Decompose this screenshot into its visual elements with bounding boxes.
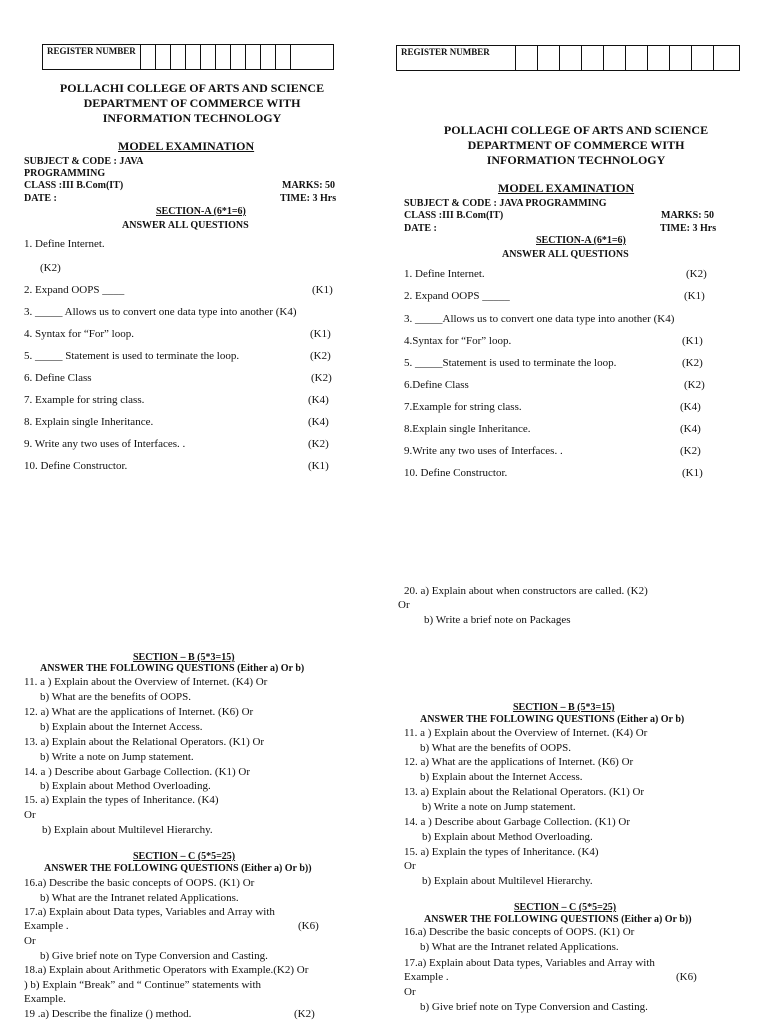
question-7: 7.Example for string class. [404, 401, 522, 413]
section-c-heading: SECTION – C (5*5=25) [133, 851, 236, 862]
department-line-1: DEPARTMENT OF COMMERCE WITH [83, 96, 301, 110]
register-digit-box[interactable] [560, 46, 582, 70]
question-4-level: (K1) [682, 335, 703, 347]
question-8-level: (K4) [308, 416, 329, 428]
question-6: 6.Define Class [404, 379, 469, 391]
question-18b: ) b) Explain “Break” and “ Continue” statements with [24, 979, 262, 991]
register-digit-box[interactable] [692, 46, 714, 70]
question-16b: b) What are the Intranet related Applications. [40, 892, 239, 904]
question-5: 5. _____ Statement is used to terminate the loop. [24, 350, 240, 362]
question-2-level: (K1) [684, 290, 705, 302]
subject-line-1: SUBJECT & CODE : JAVA [24, 156, 144, 167]
question-1: 1. Define Internet. [24, 238, 105, 250]
register-digit-box[interactable] [714, 46, 735, 70]
or-label: Or [24, 809, 36, 821]
section-b-heading: SECTION – B (5*3=15) [513, 702, 615, 713]
college-name: POLLACHI COLLEGE OF ARTS AND SCIENCE [59, 81, 325, 95]
question-17a: 17.a) Explain about Data types, Variables and Array with [24, 906, 275, 918]
class-label: CLASS :III B.Com(IT) [404, 210, 504, 221]
question-6-level: (K2) [684, 379, 705, 391]
question-7: 7. Example for string class. [24, 394, 145, 406]
question-3: 3. _____ Allows us to convert one data type into another (K4) [24, 306, 297, 318]
college-name: POLLACHI COLLEGE OF ARTS AND SCIENCE [443, 123, 709, 137]
section-a-heading: SECTION-A (6*1=6) [156, 206, 246, 217]
question-18b-cont: Example. [24, 993, 66, 1005]
question-4-level: (K1) [310, 328, 331, 340]
question-2: 2. Expand OOPS ____ [24, 284, 125, 296]
question-2: 2. Expand OOPS _____ [404, 290, 510, 302]
question-15b: b) Explain about Multilevel Hierarchy. [42, 824, 213, 836]
question-9: 9.Write any two uses of Interfaces. . [404, 445, 563, 457]
question-14a: 14. a ) Describe about Garbage Collection. (K1) Or [24, 766, 251, 778]
question-15b: b) Explain about Multilevel Hierarchy. [422, 875, 593, 887]
question-9-level: (K2) [308, 438, 329, 450]
question-12a: 12. a) What are the applications of Internet. (K6) Or [24, 706, 254, 718]
question-1-level: (K2) [686, 268, 707, 280]
question-16b: b) What are the Intranet related Applications. [420, 941, 619, 953]
register-number-label: REGISTER NUMBER [43, 45, 141, 69]
question-12b: b) Explain about the Internet Access. [40, 721, 203, 733]
question-16a: 16.a) Describe the basic concepts of OOPS. (K1) Or [404, 926, 635, 938]
question-8: 8.Explain single Inheritance. [404, 423, 531, 435]
question-12a: 12. a) What are the applications of Internet. (K6) Or [404, 756, 634, 768]
question-10-level: (K1) [682, 467, 703, 479]
exam-title: MODEL EXAMINATION [498, 181, 635, 195]
question-10: 10. Define Constructor. [24, 460, 128, 472]
answer-all-instruction: ANSWER ALL QUESTIONS [502, 249, 629, 260]
section-c-instruction: ANSWER THE FOLLOWING QUESTIONS (Either a) Or b)) [44, 863, 312, 874]
question-19a: 19 .a) Describe the finalize () method. [24, 1008, 192, 1020]
time-label: TIME: 3 Hrs [660, 223, 717, 234]
question-6: 6. Define Class [24, 372, 92, 384]
marks-label: MARKS: 50 [282, 180, 336, 191]
question-5-level: (K2) [682, 357, 703, 369]
question-17a-cont: Example . [404, 971, 449, 983]
register-digit-box[interactable] [670, 46, 692, 70]
question-17b: b) Give brief note on Type Conversion and Casting. [420, 1001, 648, 1013]
register-number-label: REGISTER NUMBER [397, 46, 516, 70]
question-4: 4.Syntax for “For” loop. [404, 335, 512, 347]
section-c-instruction: ANSWER THE FOLLOWING QUESTIONS (Either a) Or b)) [424, 914, 692, 925]
register-digit-box[interactable] [261, 45, 276, 69]
register-number-box [396, 45, 740, 71]
question-8: 8. Explain single Inheritance. [24, 416, 154, 428]
subject-line-2: PROGRAMMING [24, 168, 106, 179]
exam-title: MODEL EXAMINATION [118, 139, 255, 153]
question-14a: 14. a ) Describe about Garbage Collection. (K1) Or [404, 816, 631, 828]
question-1: 1. Define Internet. [404, 268, 485, 280]
section-c-heading: SECTION – C (5*5=25) [514, 902, 617, 913]
register-digit-box[interactable] [231, 45, 246, 69]
class-label: CLASS :III B.Com(IT) [24, 180, 124, 191]
question-11a: 11. a ) Explain about the Overview of Internet. (K4) Or [24, 676, 268, 688]
question-7-level: (K4) [308, 394, 329, 406]
question-11a: 11. a ) Explain about the Overview of Internet. (K4) Or [404, 727, 648, 739]
question-7-level: (K4) [680, 401, 701, 413]
question-17a: 17.a) Explain about Data types, Variables and Array with [404, 957, 655, 969]
register-digit-box[interactable] [582, 46, 604, 70]
question-11b: b) What are the benefits of OOPS. [420, 742, 572, 754]
register-digit-box[interactable] [141, 45, 156, 69]
register-digit-box[interactable] [276, 45, 291, 69]
date-label: DATE : [404, 223, 437, 234]
question-9: 9. Write any two uses of Interfaces. . [24, 438, 186, 450]
question-15a: 15. a) Explain the types of Inheritance. (K4) [24, 794, 219, 806]
question-3: 3. _____Allows us to convert one data type into another (K4) [404, 313, 675, 325]
question-1-level: (K2) [40, 262, 61, 274]
register-digit-box[interactable] [171, 45, 186, 69]
register-digit-box[interactable] [604, 46, 626, 70]
or-label: Or [398, 599, 410, 611]
question-9-level: (K2) [680, 445, 701, 457]
question-11b: b) What are the benefits of OOPS. [40, 691, 192, 703]
register-digit-box[interactable] [216, 45, 231, 69]
question-4: 4. Syntax for “For” loop. [24, 328, 134, 340]
department-line-2: INFORMATION TECHNOLOGY [102, 111, 282, 125]
or-label: Or [404, 986, 416, 998]
question-14b: b) Explain about Method Overloading. [40, 780, 211, 792]
question-15a: 15. a) Explain the types of Inheritance. (K4) [404, 846, 599, 858]
question-20a: 20. a) Explain about when constructors are called. (K2) [404, 585, 648, 597]
question-18a: 18.a) Explain about Arithmetic Operators with Example.(K2) Or [24, 964, 309, 976]
subject-line: SUBJECT & CODE : JAVA PROGRAMMING [404, 198, 607, 209]
question-17a-level: (K6) [298, 920, 319, 932]
register-digit-box[interactable] [291, 45, 305, 69]
register-digit-box[interactable] [626, 46, 648, 70]
question-8-level: (K4) [680, 423, 701, 435]
or-label: Or [404, 860, 416, 872]
register-digit-box[interactable] [648, 46, 670, 70]
register-digit-box[interactable] [156, 45, 171, 69]
register-digit-box[interactable] [516, 46, 538, 70]
section-b-instruction: ANSWER THE FOLLOWING QUESTIONS (Either a) Or b) [40, 663, 305, 674]
section-a-heading: SECTION-A (6*1=6) [536, 235, 626, 246]
question-12b: b) Explain about the Internet Access. [420, 771, 583, 783]
section-b-instruction: ANSWER THE FOLLOWING QUESTIONS (Either a) Or b) [420, 714, 685, 725]
question-13b: b) Write a note on Jump statement. [40, 751, 194, 763]
question-2-level: (K1) [312, 284, 333, 296]
register-digit-box[interactable] [246, 45, 261, 69]
question-16a: 16.a) Describe the basic concepts of OOPS. (K1) Or [24, 877, 255, 889]
section-b-heading: SECTION – B (5*3=15) [133, 652, 235, 663]
question-10: 10. Define Constructor. [404, 467, 508, 479]
question-17a-cont: Example . [24, 920, 69, 932]
question-10-level: (K1) [308, 460, 329, 472]
answer-all-instruction: ANSWER ALL QUESTIONS [122, 220, 249, 231]
register-digit-box[interactable] [538, 46, 560, 70]
question-17a-level: (K6) [676, 971, 697, 983]
question-19a-level: (K2) [294, 1008, 315, 1020]
question-17b: b) Give brief note on Type Conversion and Casting. [40, 950, 268, 962]
register-digit-box[interactable] [201, 45, 216, 69]
marks-label: MARKS: 50 [661, 210, 715, 221]
register-number-box [42, 44, 334, 70]
department-line-2: INFORMATION TECHNOLOGY [486, 153, 666, 167]
question-13a: 13. a) Explain about the Relational Operators. (K1) Or [24, 736, 265, 748]
question-14b: b) Explain about Method Overloading. [422, 831, 593, 843]
register-digit-box[interactable] [186, 45, 201, 69]
or-label: Or [24, 935, 36, 947]
question-5-level: (K2) [310, 350, 331, 362]
department-line-1: DEPARTMENT OF COMMERCE WITH [467, 138, 685, 152]
question-13b: b) Write a note on Jump statement. [422, 801, 576, 813]
question-5: 5. _____Statement is used to terminate the loop. [404, 357, 617, 369]
question-20b: b) Write a brief note on Packages [424, 614, 571, 626]
question-13a: 13. a) Explain about the Relational Operators. (K1) Or [404, 786, 645, 798]
time-label: TIME: 3 Hrs [280, 193, 337, 204]
date-label: DATE : [24, 193, 57, 204]
question-6-level: (K2) [311, 372, 332, 384]
